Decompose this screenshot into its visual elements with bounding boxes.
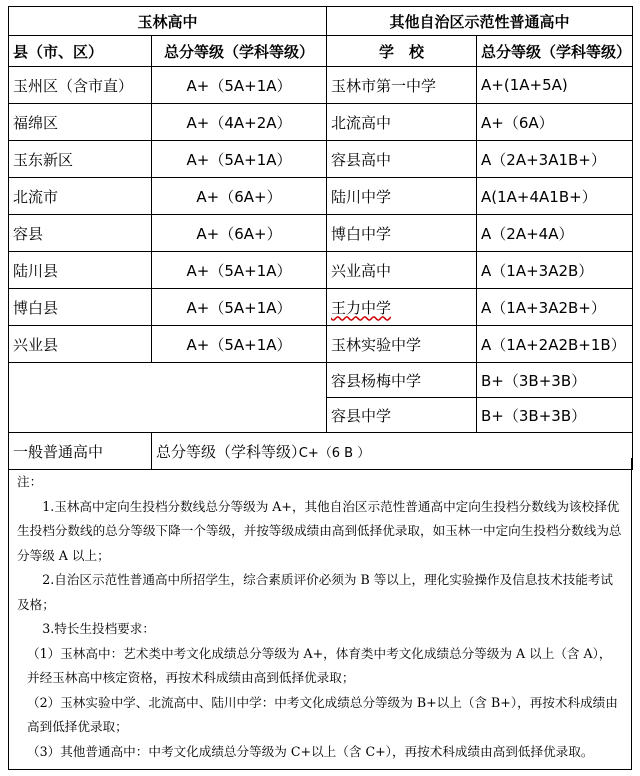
county-cell: 福绵区 xyxy=(9,104,152,141)
school-cell: 玉林市第一中学 xyxy=(327,67,477,104)
grade-cell: A+（5A+1A） xyxy=(152,326,327,363)
grade-cell: A+（4A+2A） xyxy=(152,104,327,141)
county-cell: 北流市 xyxy=(9,178,152,215)
grade-cell: A+（6A+） xyxy=(152,215,327,252)
school-cell: 容县杨梅中学 xyxy=(327,363,477,398)
table-row xyxy=(9,289,633,326)
note-paragraph: （1）玉林高中：艺术类中考文化成绩总分等级为 A+，体育类中考文化成绩总分等级为 A 以上（含 A），并经玉林高中核定资格，再按术科成绩由高到低择优录取； xyxy=(27,645,612,685)
grade-right-cell: A（2A+3A1B+） xyxy=(477,141,633,178)
county-cell: 玉州区（含市直） xyxy=(9,67,152,104)
empty-merged-cell xyxy=(9,363,327,433)
grade-right-cell: B+（3B+3B） xyxy=(477,398,633,433)
table-row xyxy=(9,363,633,398)
grade-cell: A+（5A+1A） xyxy=(152,252,327,289)
grade-right-cell: A（1A+3A2B+） xyxy=(477,289,633,326)
note-paragraph: 1.玉林高中定向生投档分数线总分等级为 A+，其他自治区示范性普通高中定向生投档分数线为该校择优生投档分数线的总分等级下降一个等级，并按等级成绩由高到低择优录取，如玉林一中定向生投档分数线为总分等级 A 以上； xyxy=(17,498,622,563)
col-grade-right: 总分等级（学科等级） xyxy=(477,36,633,67)
county-cell: 博白县 xyxy=(9,289,152,326)
table-row xyxy=(9,141,633,178)
note-paragraph: （2）玉林实验中学、北流高中、陆川中学：中考文化成绩总分等级为 B+以上（含 B+），再按术科成绩由高到低择优录取； xyxy=(27,694,618,734)
table-row xyxy=(9,215,633,252)
school-cell: 北流高中 xyxy=(327,104,477,141)
grade-right-cell: A(1A+4A1B+） xyxy=(477,178,633,215)
grade-right-cell: A+（6A） xyxy=(477,104,633,141)
school-cell: 陆川中学 xyxy=(327,178,477,215)
grade-right-cell: A（1A+3A2B） xyxy=(477,252,633,289)
admission-grade-table xyxy=(8,6,633,470)
school-cell: 博白中学 xyxy=(327,215,477,252)
grade-right-cell: A（1A+2A2B+1B） xyxy=(477,326,633,363)
column-header-row xyxy=(9,36,633,67)
school-cell: 容县中学 xyxy=(327,398,477,433)
county-cell: 玉东新区 xyxy=(9,141,152,178)
table-row xyxy=(9,178,633,215)
col-county: 县（市、区） xyxy=(9,36,152,67)
county-cell: 容县 xyxy=(9,215,152,252)
note-paragraph: （3）其他普通高中：中考文化成绩总分等级为 C+以上（含 C+），再按术科成绩由高到低择优录取。 xyxy=(27,743,594,759)
grade-right-cell: B+（3B+3B） xyxy=(477,363,633,398)
table-title-row xyxy=(9,7,633,36)
school-cell: 兴业高中 xyxy=(327,252,477,289)
note-paragraph: 3.特长生投档要求： xyxy=(42,621,155,636)
general-label: 一般普通高中 xyxy=(9,433,152,470)
school-cell xyxy=(327,289,477,326)
notes-section xyxy=(8,458,632,770)
col-grade: 总分等级（学科等级） xyxy=(152,36,327,67)
general-grade-value: C+（6 B ） xyxy=(298,445,371,461)
grade-cell: A+（5A+1A） xyxy=(152,289,327,326)
table-row xyxy=(9,104,633,141)
school-cell: 玉林实验中学 xyxy=(327,326,477,363)
grade-cell: A+（5A+1A） xyxy=(152,141,327,178)
right-title: 其他自治区示范性普通高中 xyxy=(327,7,633,36)
table-row xyxy=(9,252,633,289)
county-cell: 兴业县 xyxy=(9,326,152,363)
general-grade-label: 总分等级（学科等级） xyxy=(156,442,307,461)
school-name: 王力中学 xyxy=(331,298,392,317)
county-cell: 陆川县 xyxy=(9,252,152,289)
table-row xyxy=(9,326,633,363)
grade-right-cell: A（2A+4A） xyxy=(477,215,633,252)
note-paragraph: 2.自治区示范性普通高中所招学生，综合素质评价必须为 B 等以上，理化实验操作及信息技术技能考试及格； xyxy=(17,572,613,612)
grade-cell: A+（6A+） xyxy=(152,178,327,215)
grade-cell: A+（5A+1A） xyxy=(152,67,327,104)
grade-right-cell: A+(1A+5A) xyxy=(477,67,633,104)
left-title: 玉林高中 xyxy=(9,7,327,36)
table-row xyxy=(9,67,633,104)
school-cell: 容县高中 xyxy=(327,141,477,178)
col-school: 学 校 xyxy=(327,36,477,67)
notes-heading: 注： xyxy=(17,474,43,489)
